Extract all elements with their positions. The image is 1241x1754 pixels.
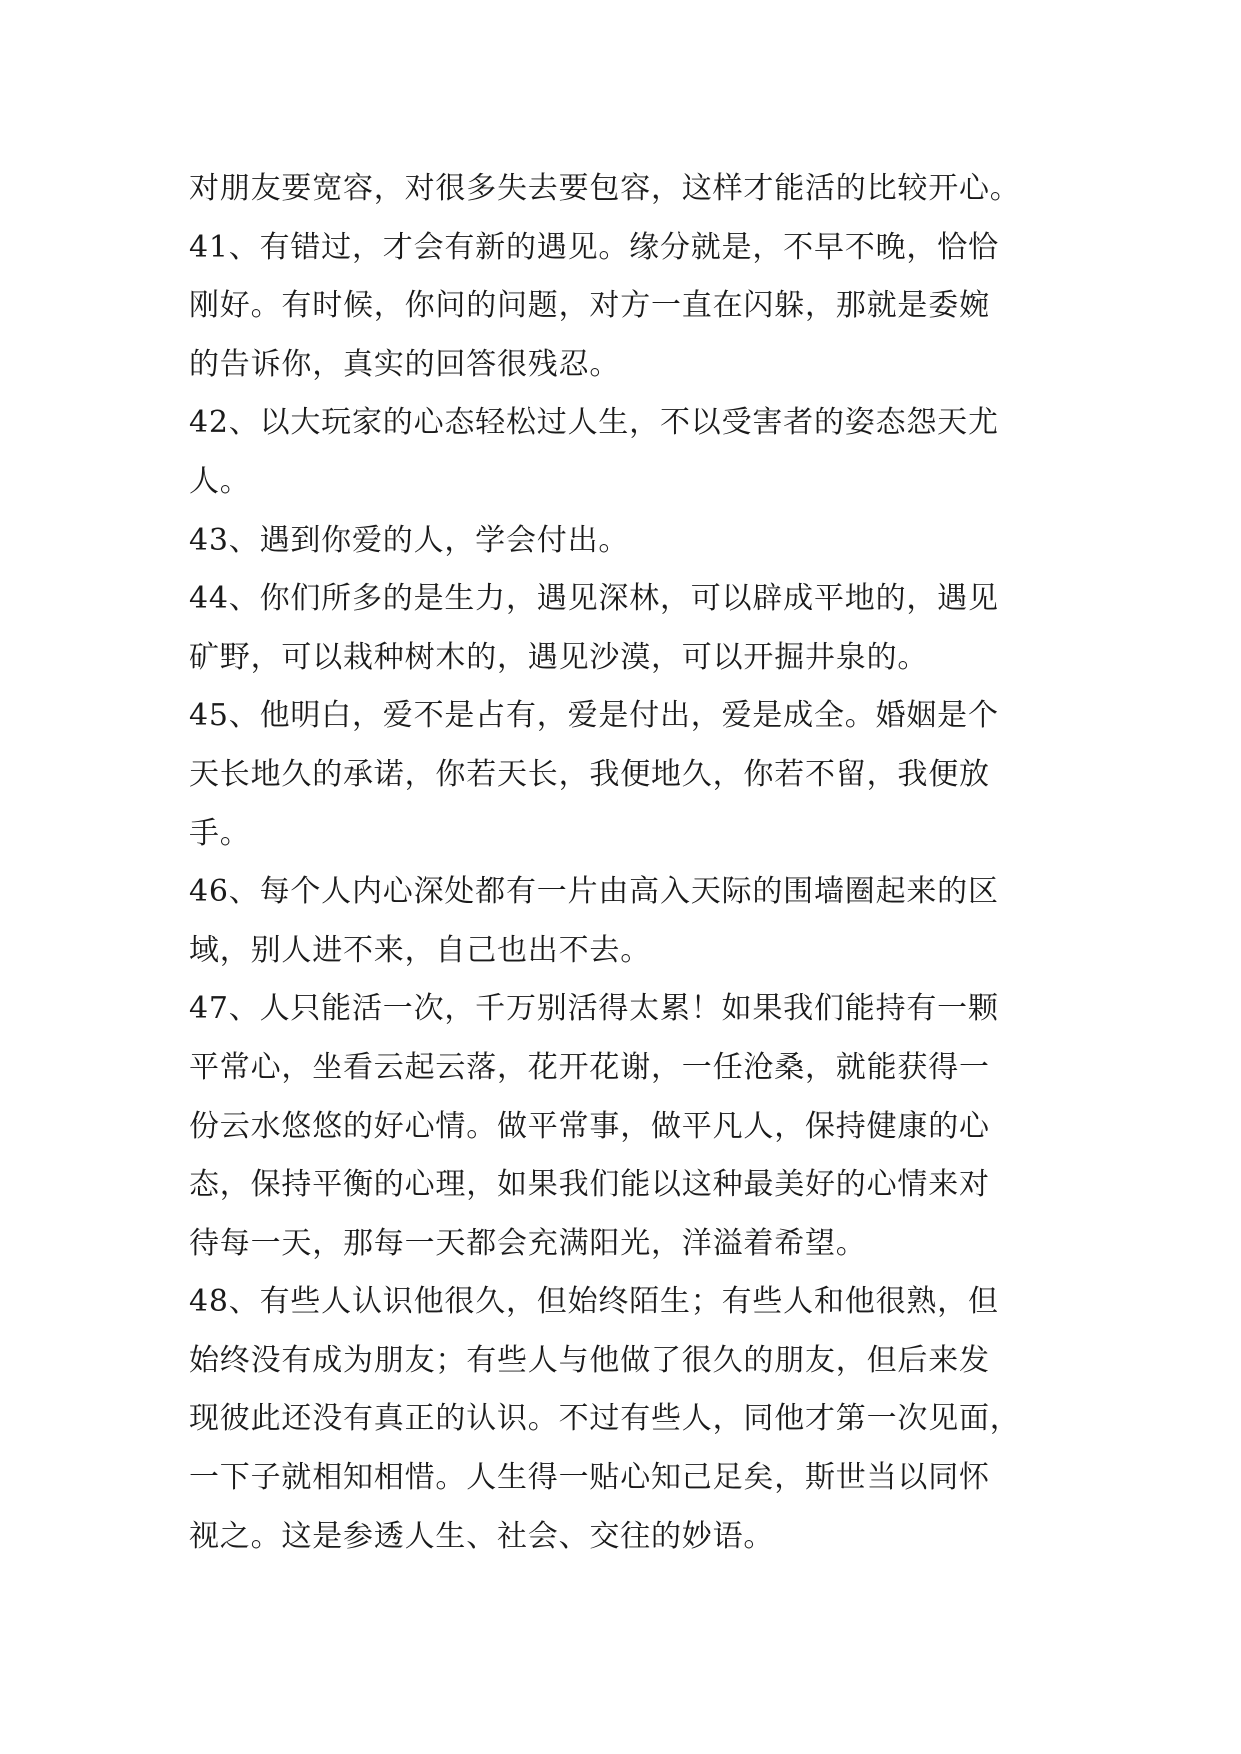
text-line: 人。: [189, 463, 251, 499]
text-line: 43、遇到你爱的人，学会付出。: [189, 522, 630, 558]
text-line: 态，保持平衡的心理，如果我们能以这种最美好的心情来对: [189, 1167, 990, 1203]
text-line: 天长地久的承诺，你若天长，我便地久，你若不留，我便放: [189, 756, 990, 792]
text-line: 41、有错过，才会有新的遇见。缘分就是，不早不晚，恰恰: [189, 229, 999, 265]
text-line: 47、人只能活一次，千万别活得太累！如果我们能持有一颗: [189, 991, 999, 1027]
text-line: 始终没有成为朋友；有些人与他做了很久的朋友，但后来发: [189, 1342, 990, 1378]
text-line: 域，别人进不来，自己也出不去。: [189, 932, 651, 968]
text-line: 一下子就相知相惜。人生得一贴心知己足矣，斯世当以同怀: [189, 1460, 990, 1496]
text-line: 手。: [189, 815, 251, 851]
text-line: 45、他明白，爱不是占有，爱是付出，爱是成全。婚姻是个: [189, 698, 999, 734]
text-line: 48、有些人认识他很久，但始终陌生；有些人和他很熟，但: [189, 1284, 999, 1320]
text-line: 现彼此还没有真正的认识。不过有些人，同他才第一次见面，: [189, 1401, 1021, 1437]
text-line: 42、以大玩家的心态轻松过人生，不以受害者的姿态怨天尤: [189, 405, 999, 441]
text-line: 的告诉你，真实的回答很残忍。: [189, 346, 621, 382]
text-line: 46、每个人内心深处都有一片由高入天际的围墙圈起来的区: [189, 874, 999, 910]
text-line: 平常心，坐看云起云落，花开花谢，一任沧桑，就能获得一: [189, 1049, 990, 1085]
text-line: 44、你们所多的是生力，遇见深林，可以辟成平地的，遇见: [189, 581, 999, 617]
text-line: 矿野，可以栽种树木的，遇见沙漠，可以开掘井泉的。: [189, 639, 929, 675]
text-line: 对朋友要宽容，对很多失去要包容，这样才能活的比较开心。: [189, 171, 1021, 206]
text-line: 视之。这是参透人生、社会、交往的妙语。: [189, 1518, 775, 1554]
text-line: 份云水悠悠的好心情。做平常事，做平凡人，保持健康的心: [189, 1108, 990, 1144]
body-text: [189, 160, 1069, 1566]
text-line: 待每一天，那每一天都会充满阳光，洋溢着希望。: [189, 1225, 867, 1261]
text-line: 刚好。有时候，你问的问题，对方一直在闪躲，那就是委婉: [189, 288, 990, 324]
